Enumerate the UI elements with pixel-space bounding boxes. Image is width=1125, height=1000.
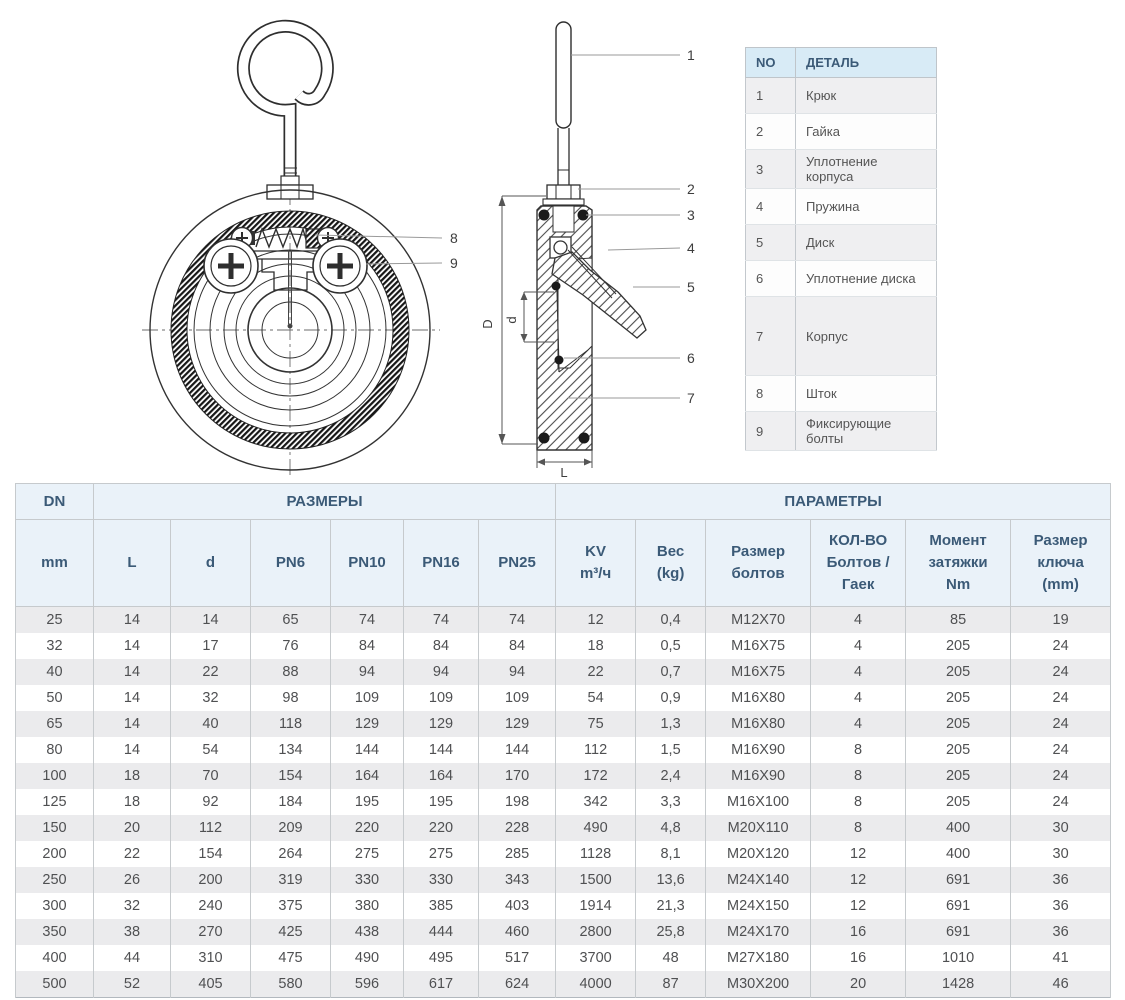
spec-cell: 205 [906,763,1011,789]
spec-cell: 517 [479,945,556,971]
spec-cell: 65 [16,711,94,737]
group-header-params: ПАРАМЕТРЫ [556,484,1111,520]
spec-cell: 172 [556,763,636,789]
dim-label-d: d [504,316,519,324]
part-no: 5 [746,225,796,261]
spec-cell: M16X75 [706,633,811,659]
callout-2: 2 [687,181,695,197]
parts-header-detail: ДЕТАЛЬ [796,48,937,78]
spec-cell: 74 [404,607,479,634]
spec-cell: 24 [1011,711,1111,737]
spec-cell: 12 [811,867,906,893]
spec-row-dn-40 [16,659,1111,685]
spec-cell: 144 [479,737,556,763]
spec-cell: 85 [906,607,1011,634]
spec-cell: M16X75 [706,659,811,685]
spec-cell: 205 [906,633,1011,659]
spec-cell: 14 [94,633,171,659]
spec-cell: M12X70 [706,607,811,634]
spec-cell: 75 [556,711,636,737]
spec-cell: 17 [171,633,251,659]
spec-cell: 36 [1011,919,1111,945]
part-no: 2 [746,114,796,150]
callout-9: 9 [450,255,458,271]
callout-5: 5 [687,279,695,295]
spec-cell: 4 [811,607,906,634]
spec-cell: 14 [94,659,171,685]
parts-row-1 [746,78,937,114]
part-no: 7 [746,297,796,376]
spec-cell: 240 [171,893,251,919]
spec-cell: 84 [479,633,556,659]
spec-cell: 19 [1011,607,1111,634]
spec-cell: 310 [171,945,251,971]
spec-cell: 403 [479,893,556,919]
spec-cell: 438 [331,919,404,945]
part-no: 4 [746,189,796,225]
spec-col-header-11: Момент затяжки Nm [906,520,1011,607]
spec-cell: 87 [636,971,706,998]
spec-cell: 18 [94,789,171,815]
spec-col-header-9: Размер болтов [706,520,811,607]
spec-cell: 32 [16,633,94,659]
parts-table-body [746,78,937,451]
spec-cell: 84 [331,633,404,659]
spec-cell: 14 [94,711,171,737]
spec-cell: 14 [94,607,171,634]
spec-row-dn-350 [16,919,1111,945]
spec-table [15,483,1110,998]
spec-cell: 144 [331,737,404,763]
hook-rod [543,22,584,205]
spec-cell: 4 [811,659,906,685]
stem-line [288,250,293,329]
spec-row-dn-400 [16,945,1111,971]
spec-cell: 8 [811,815,906,841]
spec-cell: 170 [479,763,556,789]
spec-cell: 94 [331,659,404,685]
spec-cell: 24 [1011,633,1111,659]
callout-1: 1 [687,47,695,63]
parts-header-no: NO [746,48,796,78]
spec-cell: 12 [811,841,906,867]
spec-cell: 20 [811,971,906,998]
group-header-sizes: РАЗМЕРЫ [94,484,556,520]
spec-cell: M24X140 [706,867,811,893]
fixing-screws [204,239,367,293]
spec-cell: 1428 [906,971,1011,998]
spec-col-header-8: Вес (kg) [636,520,706,607]
spec-cell: 495 [404,945,479,971]
spec-cell: 1914 [556,893,636,919]
spec-cell: M16X90 [706,737,811,763]
spec-cell: 88 [251,659,331,685]
spec-cell: 24 [1011,737,1111,763]
spec-cell: 1010 [906,945,1011,971]
spec-col-header-6: PN25 [479,520,556,607]
part-detail: Шток [796,376,937,412]
spec-col-header-row [16,520,1111,607]
spec-cell: 380 [331,893,404,919]
spec-cell: 4,8 [636,815,706,841]
spec-cell: 84 [404,633,479,659]
spec-cell: 205 [906,789,1011,815]
part-detail: Крюк [796,78,937,114]
parts-row-8 [746,376,937,412]
spec-cell: 319 [251,867,331,893]
callout-8: 8 [450,230,458,246]
spec-cell: 118 [251,711,331,737]
spec-row-dn-50 [16,685,1111,711]
spec-cell: 24 [1011,685,1111,711]
spec-cell: 3,3 [636,789,706,815]
parts-header-row [746,48,937,78]
spec-row-dn-125 [16,789,1111,815]
spec-cell: M16X100 [706,789,811,815]
callout-3: 3 [687,207,695,223]
spec-cell: 691 [906,919,1011,945]
spec-cell: M16X80 [706,711,811,737]
part-detail: Уплотнение корпуса [796,150,937,189]
spec-cell: 405 [171,971,251,998]
spec-row-dn-65 [16,711,1111,737]
spec-cell: 100 [16,763,94,789]
hook-icon [243,26,327,199]
spec-cell: 14 [94,685,171,711]
spec-cell: 32 [94,893,171,919]
parts-row-2 [746,114,937,150]
spec-cell: 18 [556,633,636,659]
part-no: 6 [746,261,796,297]
spec-cell: 400 [906,815,1011,841]
spec-cell: 46 [1011,971,1111,998]
spec-cell: 12 [556,607,636,634]
spec-col-header-4: PN10 [331,520,404,607]
front-view-drawing [10,0,480,478]
spec-col-header-10: КОЛ-ВО Болтов / Гаек [811,520,906,607]
spec-cell: 18 [94,763,171,789]
part-detail: Корпус [796,297,937,376]
spec-cell: 92 [171,789,251,815]
spec-cell: 691 [906,867,1011,893]
spec-cell: 94 [404,659,479,685]
spec-cell: 80 [16,737,94,763]
spec-cell: 4 [811,685,906,711]
spec-cell: 24 [1011,659,1111,685]
spec-cell: 24 [1011,763,1111,789]
spec-col-header-7: KV m³/ч [556,520,636,607]
dim-label-L: L [560,465,568,478]
callout-4: 4 [687,240,695,256]
spec-cell: 343 [479,867,556,893]
spec-cell: 385 [404,893,479,919]
spec-cell: 22 [171,659,251,685]
spec-cell: 98 [251,685,331,711]
spec-col-header-2: d [171,520,251,607]
spec-cell: 617 [404,971,479,998]
spec-cell: M16X90 [706,763,811,789]
spec-cell: 21,3 [636,893,706,919]
spec-cell: M24X150 [706,893,811,919]
spec-cell: 30 [1011,815,1111,841]
spec-row-dn-500 [16,971,1111,998]
part-no: 1 [746,78,796,114]
dim-label-D: D [480,319,495,329]
spec-cell: M24X170 [706,919,811,945]
spec-cell: 490 [556,815,636,841]
spec-cell: M27X180 [706,945,811,971]
spec-cell: 41 [1011,945,1111,971]
spec-cell: 330 [404,867,479,893]
callout-7: 7 [687,390,695,406]
spec-cell: 25,8 [636,919,706,945]
spec-cell: 0,5 [636,633,706,659]
spec-cell: 500 [16,971,94,998]
part-detail: Гайка [796,114,937,150]
spec-cell: 24 [1011,789,1111,815]
spec-cell: 109 [479,685,556,711]
part-no: 3 [746,150,796,189]
spec-cell: 198 [479,789,556,815]
spec-cell: 22 [556,659,636,685]
parts-row-3 [746,150,937,189]
spec-cell: 8 [811,737,906,763]
spec-cell: 65 [251,607,331,634]
spec-cell: 400 [906,841,1011,867]
part-detail: Пружина [796,189,937,225]
spec-cell: 8,1 [636,841,706,867]
spec-cell: 20 [94,815,171,841]
spec-cell: 129 [479,711,556,737]
spec-cell: M20X120 [706,841,811,867]
spec-cell: 112 [171,815,251,841]
spec-cell: M16X80 [706,685,811,711]
spec-cell: 342 [556,789,636,815]
spec-cell: 200 [16,841,94,867]
spec-cell: 40 [16,659,94,685]
spec-cell: 1,3 [636,711,706,737]
spec-cell: 4 [811,711,906,737]
spec-row-dn-80 [16,737,1111,763]
spec-cell: 32 [171,685,251,711]
spec-row-dn-100 [16,763,1111,789]
spec-cell: 25 [16,607,94,634]
parts-row-9 [746,412,937,451]
spec-cell: 275 [404,841,479,867]
spec-group-header-row [16,484,1111,520]
spec-cell: 125 [16,789,94,815]
callout-6: 6 [687,350,695,366]
spec-cell: 30 [1011,841,1111,867]
spec-cell: 250 [16,867,94,893]
parts-table [745,47,936,451]
spec-cell: 1500 [556,867,636,893]
spec-cell: 580 [251,971,331,998]
spec-cell: 425 [251,919,331,945]
spec-cell: 8 [811,763,906,789]
group-header-dn: DN [16,484,94,520]
spec-cell: 16 [811,945,906,971]
spec-cell: 8 [811,789,906,815]
parts-row-7 [746,297,937,376]
spec-cell: 184 [251,789,331,815]
spec-cell: 195 [404,789,479,815]
spec-cell: 16 [811,919,906,945]
spec-cell: 596 [331,971,404,998]
spec-cell: 0,4 [636,607,706,634]
spec-cell: 38 [94,919,171,945]
side-view-drawing [440,0,710,478]
spec-col-header-12: Размер ключа (mm) [1011,520,1111,607]
spec-cell: 14 [171,607,251,634]
spec-cell: 375 [251,893,331,919]
spec-cell: 270 [171,919,251,945]
spec-cell: 195 [331,789,404,815]
spec-cell: 36 [1011,893,1111,919]
spec-cell: 624 [479,971,556,998]
spec-cell: 220 [404,815,479,841]
spec-cell: 0,9 [636,685,706,711]
spec-cell: 94 [479,659,556,685]
spec-row-dn-300 [16,893,1111,919]
spec-cell: 475 [251,945,331,971]
parts-row-6 [746,261,937,297]
spec-cell: 275 [331,841,404,867]
spec-cell: 205 [906,737,1011,763]
spec-cell: 400 [16,945,94,971]
spec-col-header-1: L [94,520,171,607]
spec-cell: 330 [331,867,404,893]
spec-cell: 54 [171,737,251,763]
spec-cell: 164 [331,763,404,789]
part-no: 8 [746,376,796,412]
spec-cell: 1128 [556,841,636,867]
spec-cell: 74 [331,607,404,634]
spec-cell: 3700 [556,945,636,971]
spec-cell: 200 [171,867,251,893]
spec-cell: 2,4 [636,763,706,789]
parts-row-4 [746,189,937,225]
spec-cell: 205 [906,659,1011,685]
spec-cell: 109 [331,685,404,711]
spec-cell: 205 [906,685,1011,711]
spec-cell: 300 [16,893,94,919]
spec-cell: 4 [811,633,906,659]
spec-cell: 109 [404,685,479,711]
spec-row-dn-25 [16,607,1111,634]
spec-cell: 209 [251,815,331,841]
spec-cell: 691 [906,893,1011,919]
spec-cell: 36 [1011,867,1111,893]
spec-cell: 2800 [556,919,636,945]
spec-cell: M30X200 [706,971,811,998]
spec-cell: 76 [251,633,331,659]
spec-col-header-5: PN16 [404,520,479,607]
spec-cell: 444 [404,919,479,945]
spec-cell: 70 [171,763,251,789]
spec-row-dn-150 [16,815,1111,841]
spec-cell: 220 [331,815,404,841]
spec-cell: 40 [171,711,251,737]
spec-cell: 52 [94,971,171,998]
spec-cell: 134 [251,737,331,763]
spec-cell: 205 [906,711,1011,737]
spec-cell: 22 [94,841,171,867]
part-no: 9 [746,412,796,451]
part-detail: Фиксирующие болты [796,412,937,451]
spec-cell: 144 [404,737,479,763]
spec-cell: 4000 [556,971,636,998]
spec-cell: 228 [479,815,556,841]
spec-row-dn-32 [16,633,1111,659]
spec-cell: 129 [404,711,479,737]
spec-col-header-3: PN6 [251,520,331,607]
spec-cell: 129 [331,711,404,737]
spec-cell: 164 [404,763,479,789]
spec-cell: 154 [251,763,331,789]
part-detail: Диск [796,225,937,261]
spec-row-dn-200 [16,841,1111,867]
spec-cell: 48 [636,945,706,971]
spec-cell: 350 [16,919,94,945]
part-detail: Уплотнение диска [796,261,937,297]
spec-cell: 150 [16,815,94,841]
spec-cell: M20X110 [706,815,811,841]
spec-table-body [16,607,1111,998]
spec-cell: 112 [556,737,636,763]
spec-cell: 264 [251,841,331,867]
spec-cell: 12 [811,893,906,919]
parts-row-5 [746,225,937,261]
spec-cell: 44 [94,945,171,971]
spec-cell: 490 [331,945,404,971]
spec-cell: 26 [94,867,171,893]
spec-cell: 54 [556,685,636,711]
spec-cell: 460 [479,919,556,945]
spec-cell: 13,6 [636,867,706,893]
spec-col-header-0: mm [16,520,94,607]
spec-cell: 1,5 [636,737,706,763]
spec-cell: 14 [94,737,171,763]
spec-cell: 50 [16,685,94,711]
spec-cell: 285 [479,841,556,867]
spec-cell: 154 [171,841,251,867]
spec-cell: 0,7 [636,659,706,685]
spec-cell: 74 [479,607,556,634]
spec-row-dn-250 [16,867,1111,893]
